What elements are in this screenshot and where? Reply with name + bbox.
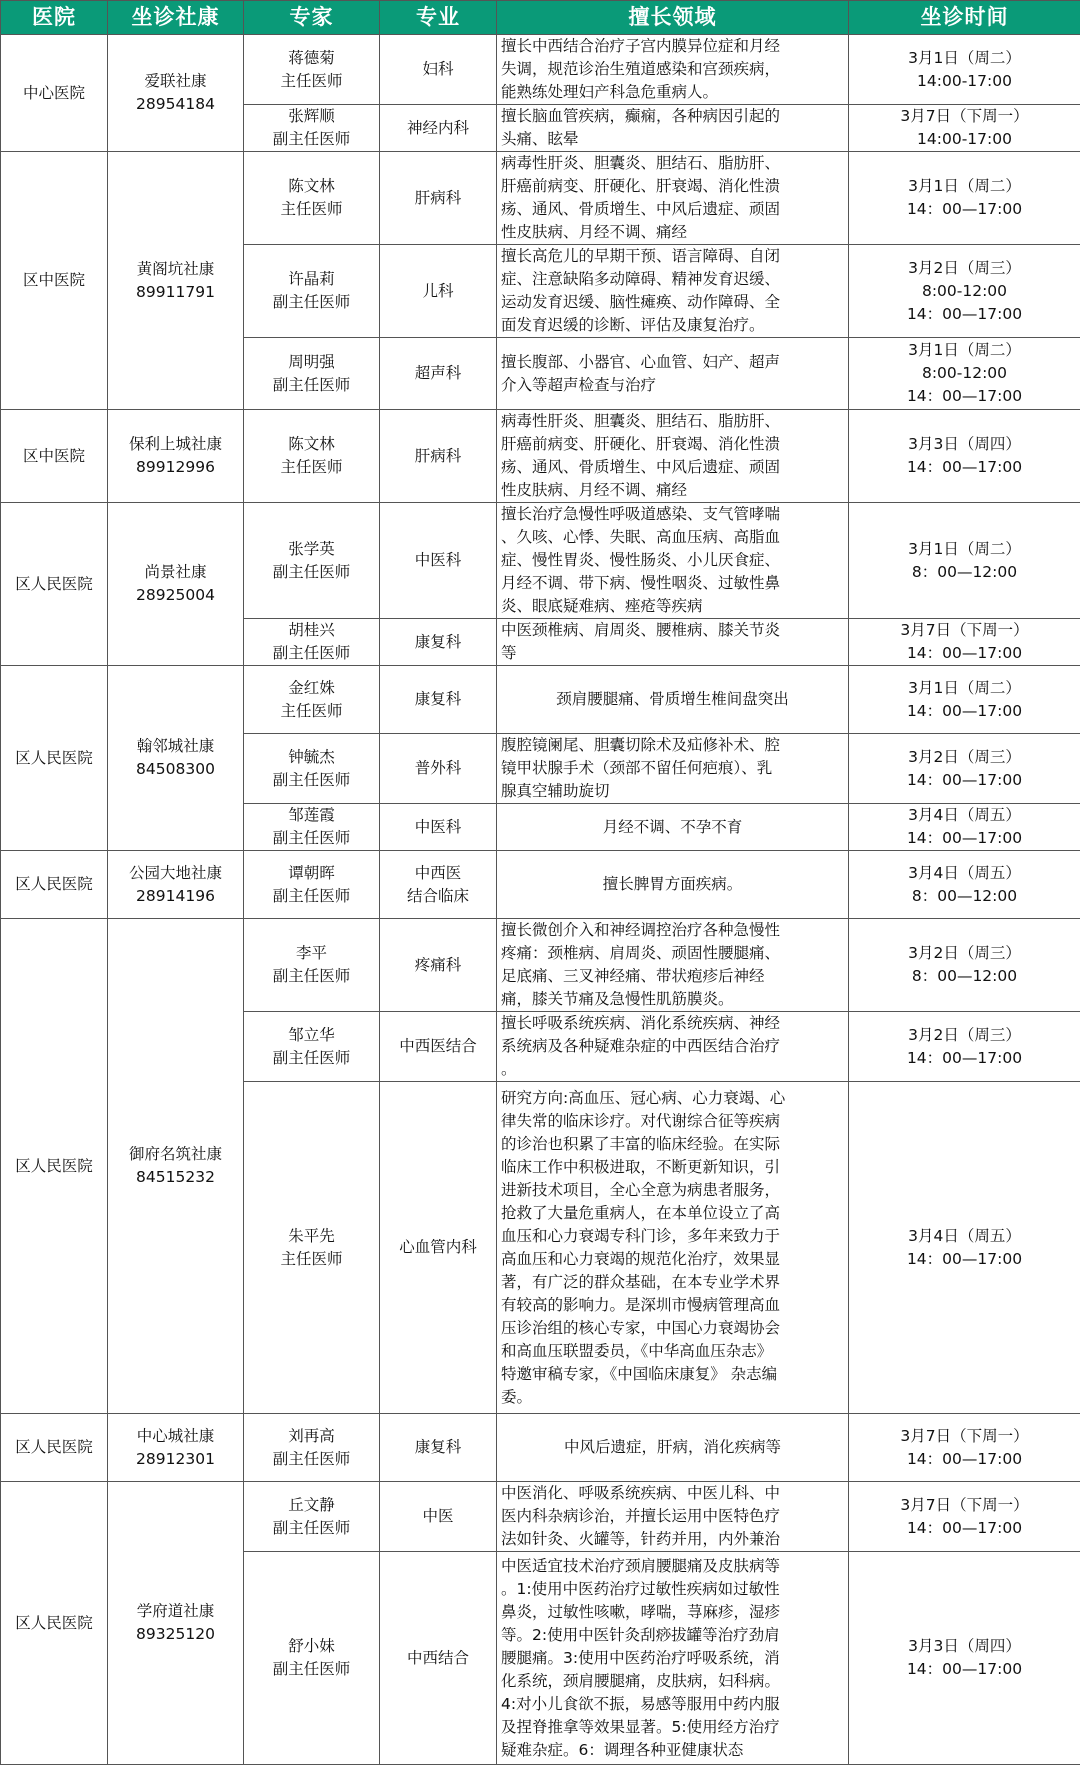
time-line: 14：00—17:00 (853, 700, 1076, 723)
hospital-cell (1, 851, 108, 919)
community-cell (108, 919, 244, 1414)
community-cell (108, 152, 244, 410)
community-phone: 28912301 (112, 1448, 239, 1471)
department-name: 超声科 (384, 362, 492, 385)
specialty-cell (497, 919, 849, 1012)
community-cell (108, 35, 244, 152)
community-name: 黄阁坑社康 (112, 258, 239, 281)
time-line: 3月7日（下周一） (853, 105, 1076, 128)
time-cell (849, 1414, 1080, 1482)
community-name: 御府名筑社康 (112, 1143, 239, 1166)
time-line: 3月1日（周二） (853, 538, 1076, 561)
specialty-text: 研究方向:高血压、冠心病、心力衰竭、心 律失常的临床诊疗。对代谢综合征等疾病 的诊治也积累了丰富的临床经验。在实际 临床工作中积极进取，不断更新知识，引 进新技术项目，全心全意为病患者服务， 抢救了大量危重病人，在本单位设立了高 血压和心力衰竭专科门诊，多年来致力于 高血压和心力衰竭的规范化治疗，效果显 著，有广泛的群众基础，在本专业学术界 有较高的影响力。是深圳市慢病管理高血 压诊治组的核心专家，中国心力衰竭协会 和高血压联盟委员，《中华高血压杂志》 特邀审稿专家，《中国临床康复》 杂志编 委。 (501, 1089, 785, 1406)
department-cell (380, 919, 497, 1012)
hospital-cell (1, 666, 108, 851)
time-line: 14：00—17:00 (853, 1047, 1076, 1070)
time-line: 3月3日（周四） (853, 433, 1076, 456)
expert-cell (244, 152, 380, 245)
department-name: 心血管内科 (384, 1236, 492, 1259)
header-row (1, 1, 1080, 35)
expert-name: 金红姝 (248, 677, 375, 700)
expert-name: 胡桂兴 (248, 619, 375, 642)
department-name: 肝病科 (384, 187, 492, 210)
department-cell (380, 804, 497, 851)
expert-name: 陈文林 (248, 433, 375, 456)
hospital-cell (1, 1414, 108, 1482)
expert-name: 朱平先 (248, 1225, 375, 1248)
community-phone: 89912996 (112, 456, 239, 479)
department-name: 中医科 (384, 816, 492, 839)
time-cell (849, 503, 1080, 619)
specialty-text: 擅长脑血管疾病，癫痫，各种病因引起的 头痛、眩晕 (501, 107, 780, 148)
expert-name: 张学英 (248, 538, 375, 561)
specialty-text: 病毒性肝炎、胆囊炎、胆结石、脂肪肝、 肝癌前病变、肝硬化、肝衰竭、消化性溃 疡、通风、骨质增生、中风后遗症、顽固 性皮肤病、月经不调、痛经 (501, 154, 780, 241)
header-specialty: 擅长领域 (497, 1, 849, 35)
department-cell (380, 851, 497, 919)
community-cell (108, 851, 244, 919)
table-row (1, 1414, 1080, 1482)
time-cell (849, 666, 1080, 734)
expert-title: 副主任医师 (248, 885, 375, 908)
expert-name: 张辉顺 (248, 105, 375, 128)
time-cell (849, 619, 1080, 666)
time-line: 3月2日（周三） (853, 257, 1076, 280)
department-cell (380, 152, 497, 245)
time-cell (849, 1552, 1080, 1765)
expert-title: 副主任医师 (248, 128, 375, 151)
specialty-text: 腹腔镜阑尾、胆囊切除术及疝修补术、腔 镜甲状腺手术（颈部不留任何疤痕）、乳 腺真空辅助旋切 (501, 736, 780, 800)
department-cell (380, 410, 497, 503)
expert-cell (244, 804, 380, 851)
expert-name: 钟毓杰 (248, 746, 375, 769)
header-department: 专业 (380, 1, 497, 35)
expert-name: 许晶莉 (248, 268, 375, 291)
table-row (1, 666, 1080, 734)
expert-title: 副主任医师 (248, 769, 375, 792)
table-row (1, 410, 1080, 503)
community-name: 公园大地社康 (112, 862, 239, 885)
time-line: 3月1日（周二） (853, 339, 1076, 362)
time-line: 14：00—17:00 (853, 1248, 1076, 1271)
department-name: 中医 (384, 1505, 492, 1528)
community-name: 学府道社康 (112, 1600, 239, 1623)
time-cell (849, 105, 1080, 152)
specialty-text: 擅长高危儿的早期干预、语言障碍、自闭 症、注意缺陷多动障碍、精神发育迟缓、 运动发育迟缓、脑性瘫痪、动作障碍、全 面发育迟缓的诊断、评估及康复治疗。 (501, 247, 780, 334)
time-line: 3月4日（周五） (853, 1225, 1076, 1248)
time-line: 3月4日（周五） (853, 862, 1076, 885)
specialty-cell (497, 1012, 849, 1082)
expert-name: 邹莲霞 (248, 804, 375, 827)
department-name: 中西医结合 (384, 1035, 492, 1058)
department-cell (380, 503, 497, 619)
hospital-name: 区人民医院 (5, 1612, 103, 1635)
specialty-cell (497, 245, 849, 338)
specialty-cell (497, 666, 849, 734)
specialty-cell (497, 1082, 849, 1414)
time-line: 3月1日（周二） (853, 47, 1076, 70)
expert-cell (244, 35, 380, 105)
community-phone: 28925004 (112, 584, 239, 607)
table-row (1, 35, 1080, 105)
expert-title: 副主任医师 (248, 827, 375, 850)
expert-title: 副主任医师 (248, 1448, 375, 1471)
hospital-cell (1, 152, 108, 410)
specialty-text: 中医消化、呼吸系统疾病、中医儿科、中 医内科杂病诊治，并擅长运用中医特色疗 法如针灸、火罐等，针药并用，内外兼治 (501, 1484, 780, 1548)
time-line: 3月7日（下周一） (853, 1425, 1076, 1448)
department-cell (380, 1012, 497, 1082)
expert-cell (244, 666, 380, 734)
department-cell (380, 1552, 497, 1765)
hospital-cell (1, 919, 108, 1414)
department-cell (380, 35, 497, 105)
department-cell (380, 1414, 497, 1482)
specialty-text: 中医适宜技术治疗颈肩腰腿痛及皮肤病等 。1:使用中医药治疗过敏性疾病如过敏性 鼻炎，过敏性咳嗽，哮喘，荨麻疹，湿疹 等。2:使用中医针灸刮痧拔罐等治疗劲肩 腰腿痛。3:使用中医药治疗呼吸系统，消 化系统，颈肩腰腿痛，皮肤病，妇科病。 4:对小儿食欲不振，易感等服用中药内服 及捏脊推拿等效果显著。5:使用经方治疗 疑难杂症。6：调理各种亚健康状态 (501, 1557, 780, 1759)
time-line: 14:00-17:00 (853, 70, 1076, 93)
time-cell (849, 35, 1080, 105)
specialty-cell (497, 338, 849, 410)
time-cell (849, 851, 1080, 919)
community-name: 翰邻城社康 (112, 735, 239, 758)
hospital-name: 区人民医院 (5, 573, 103, 596)
department-cell (380, 1482, 497, 1552)
time-line: 14：00—17:00 (853, 198, 1076, 221)
time-line: 14：00—17:00 (853, 385, 1076, 408)
time-line: 8:00-12:00 (853, 280, 1076, 303)
community-phone: 89325120 (112, 1623, 239, 1646)
hospital-cell (1, 35, 108, 152)
time-line: 3月2日（周三） (853, 1024, 1076, 1047)
expert-cell (244, 1414, 380, 1482)
expert-title: 副主任医师 (248, 291, 375, 314)
community-cell (108, 503, 244, 666)
specialty-cell (497, 410, 849, 503)
table-body (1, 35, 1080, 1765)
expert-title: 副主任医师 (248, 642, 375, 665)
time-line: 8：00—12:00 (853, 965, 1076, 988)
time-line: 8：00—12:00 (853, 885, 1076, 908)
specialty-text: 擅长治疗急慢性呼吸道感染、支气管哮喘 、久咳、心悸、失眠、高血压病、高脂血 症、慢性胃炎、慢性肠炎、小儿厌食症、 月经不调、带下病、慢性咽炎、过敏性鼻 炎、眼底疑难病、痤疮等疾病 (501, 505, 780, 615)
specialty-cell (497, 734, 849, 804)
time-line: 3月2日（周三） (853, 746, 1076, 769)
expert-cell (244, 1082, 380, 1414)
department-cell (380, 734, 497, 804)
hospital-name: 区人民医院 (5, 1155, 103, 1178)
time-line: 3月1日（周二） (853, 175, 1076, 198)
community-name: 保利上城社康 (112, 433, 239, 456)
specialty-text: 颈肩腰腿痛、骨质增生椎间盘突出 (556, 690, 789, 708)
expert-title: 主任医师 (248, 456, 375, 479)
specialty-cell (497, 1414, 849, 1482)
specialty-text: 擅长中西结合治疗子宫内膜异位症和月经 失调，规范诊治生殖道感染和宫颈疾病， 能熟练处理妇产科急危重病人。 (501, 37, 780, 101)
expert-title: 副主任医师 (248, 1517, 375, 1540)
expert-cell (244, 1552, 380, 1765)
community-cell (108, 666, 244, 851)
hospital-cell (1, 1482, 108, 1765)
table-row (1, 503, 1080, 619)
expert-cell (244, 919, 380, 1012)
time-line: 14：00—17:00 (853, 1517, 1076, 1540)
expert-name: 蒋德菊 (248, 47, 375, 70)
time-line: 14：00—17:00 (853, 769, 1076, 792)
time-cell (849, 1012, 1080, 1082)
expert-cell (244, 1012, 380, 1082)
community-phone: 84508300 (112, 758, 239, 781)
time-line: 14:00-17:00 (853, 128, 1076, 151)
expert-cell (244, 503, 380, 619)
time-line: 14：00—17:00 (853, 1448, 1076, 1471)
expert-name: 李平 (248, 942, 375, 965)
time-line: 14：00—17:00 (853, 642, 1076, 665)
specialty-text: 擅长腹部、小器官、心血管、妇产、超声 介入等超声检查与治疗 (501, 353, 780, 394)
expert-title: 副主任医师 (248, 1658, 375, 1681)
department-name: 儿科 (384, 280, 492, 303)
table-row (1, 851, 1080, 919)
community-cell (108, 1482, 244, 1765)
expert-name: 邹立华 (248, 1024, 375, 1047)
expert-cell (244, 851, 380, 919)
specialty-text: 中医颈椎病、肩周炎、腰椎病、膝关节炎 等 (501, 621, 780, 662)
time-cell (849, 804, 1080, 851)
specialty-cell (497, 105, 849, 152)
time-cell (849, 152, 1080, 245)
expert-cell (244, 105, 380, 152)
expert-cell (244, 245, 380, 338)
header-expert: 专家 (244, 1, 380, 35)
specialty-text: 病毒性肝炎、胆囊炎、胆结石、脂肪肝、 肝癌前病变、肝硬化、肝衰竭、消化性溃 疡、通风、骨质增生、中风后遗症、顽固 性皮肤病、月经不调、痛经 (501, 412, 780, 499)
specialty-text: 擅长微创介入和神经调控治疗各种急慢性 疼痛：颈椎病、肩周炎、顽固性腰腿痛、 足底痛、三叉神经痛、带状疱疹后神经 痛，膝关节痛及急慢性肌筋膜炎。 (501, 921, 780, 1008)
department-name: 妇科 (384, 58, 492, 81)
specialty-cell (497, 503, 849, 619)
expert-title: 主任医师 (248, 70, 375, 93)
community-cell (108, 410, 244, 503)
expert-title: 副主任医师 (248, 1047, 375, 1070)
department-name: 中医科 (384, 549, 492, 572)
specialty-cell (497, 1552, 849, 1765)
expert-title: 副主任医师 (248, 561, 375, 584)
time-line: 3月2日（周三） (853, 942, 1076, 965)
time-line: 3月3日（周四） (853, 1635, 1076, 1658)
hospital-name: 中心医院 (5, 82, 103, 105)
header-hospital: 医院 (1, 1, 108, 35)
header-community: 坐诊社康 (108, 1, 244, 35)
department-name: 神经内科 (384, 117, 492, 140)
specialty-cell (497, 35, 849, 105)
community-phone: 84515232 (112, 1166, 239, 1189)
department-name: 中西结合 (384, 1647, 492, 1670)
time-line: 3月1日（周二） (853, 677, 1076, 700)
expert-name: 周明强 (248, 351, 375, 374)
community-name: 尚景社康 (112, 561, 239, 584)
time-line: 14：00—17:00 (853, 456, 1076, 479)
specialty-text: 擅长呼吸系统疾病、消化系统疾病、神经 系统病及各种疑难杂症的中西医结合治疗 。 (501, 1014, 780, 1078)
hospital-name: 区人民医院 (5, 747, 103, 770)
department-name: 疼痛科 (384, 954, 492, 977)
community-name: 爱联社康 (112, 70, 239, 93)
expert-title: 主任医师 (248, 198, 375, 221)
time-cell (849, 245, 1080, 338)
expert-cell (244, 338, 380, 410)
time-line: 3月7日（下周一） (853, 619, 1076, 642)
expert-title: 副主任医师 (248, 965, 375, 988)
time-cell (849, 1082, 1080, 1414)
department-cell (380, 619, 497, 666)
specialty-cell (497, 619, 849, 666)
time-line: 14：00—17:00 (853, 303, 1076, 326)
community-phone: 89911791 (112, 281, 239, 304)
specialty-cell (497, 804, 849, 851)
expert-name: 谭朝晖 (248, 862, 375, 885)
expert-title: 主任医师 (248, 1248, 375, 1271)
department-cell (380, 105, 497, 152)
expert-cell (244, 734, 380, 804)
department-cell (380, 245, 497, 338)
community-name: 中心城社康 (112, 1425, 239, 1448)
table-row (1, 1482, 1080, 1552)
time-line: 3月4日（周五） (853, 804, 1076, 827)
department-cell (380, 1082, 497, 1414)
specialty-text: 中风后遗症，肝病，消化疾病等 (564, 1438, 781, 1456)
table-row (1, 152, 1080, 245)
department-name: 康复科 (384, 688, 492, 711)
hospital-cell (1, 410, 108, 503)
expert-title: 副主任医师 (248, 374, 375, 397)
time-cell (849, 1482, 1080, 1552)
time-line: 8:00-12:00 (853, 362, 1076, 385)
department-name: 康复科 (384, 631, 492, 654)
specialty-cell (497, 1482, 849, 1552)
department-name: 中西医 (384, 862, 492, 885)
time-line: 3月7日（下周一） (853, 1494, 1076, 1517)
time-line: 14：00—17:00 (853, 1658, 1076, 1681)
table-row (1, 919, 1080, 1012)
department-cell (380, 666, 497, 734)
expert-title: 主任医师 (248, 700, 375, 723)
community-phone: 28954184 (112, 93, 239, 116)
specialty-cell (497, 851, 849, 919)
hospital-cell (1, 503, 108, 666)
expert-name: 丘文静 (248, 1494, 375, 1517)
expert-name: 刘再高 (248, 1425, 375, 1448)
specialty-cell (497, 152, 849, 245)
time-line: 8：00—12:00 (853, 561, 1076, 584)
department-name: 康复科 (384, 1436, 492, 1459)
department-name: 肝病科 (384, 445, 492, 468)
header-time: 坐诊时间 (849, 1, 1080, 35)
expert-cell (244, 1482, 380, 1552)
hospital-name: 区人民医院 (5, 873, 103, 896)
department-cell (380, 338, 497, 410)
time-cell (849, 410, 1080, 503)
hospital-name: 区中医院 (5, 445, 103, 468)
time-cell (849, 338, 1080, 410)
time-line: 14：00—17:00 (853, 827, 1076, 850)
expert-cell (244, 410, 380, 503)
time-cell (849, 919, 1080, 1012)
specialty-text: 月经不调、不孕不育 (603, 818, 743, 836)
time-cell (849, 734, 1080, 804)
community-cell (108, 1414, 244, 1482)
hospital-name: 区人民医院 (5, 1436, 103, 1459)
department-name: 普外科 (384, 757, 492, 780)
hospital-name: 区中医院 (5, 269, 103, 292)
expert-name: 舒小妹 (248, 1635, 375, 1658)
community-phone: 28914196 (112, 885, 239, 908)
expert-cell (244, 619, 380, 666)
expert-name: 陈文林 (248, 175, 375, 198)
specialty-text: 擅长脾胃方面疾病。 (603, 875, 743, 893)
department-name: 结合临床 (384, 885, 492, 908)
